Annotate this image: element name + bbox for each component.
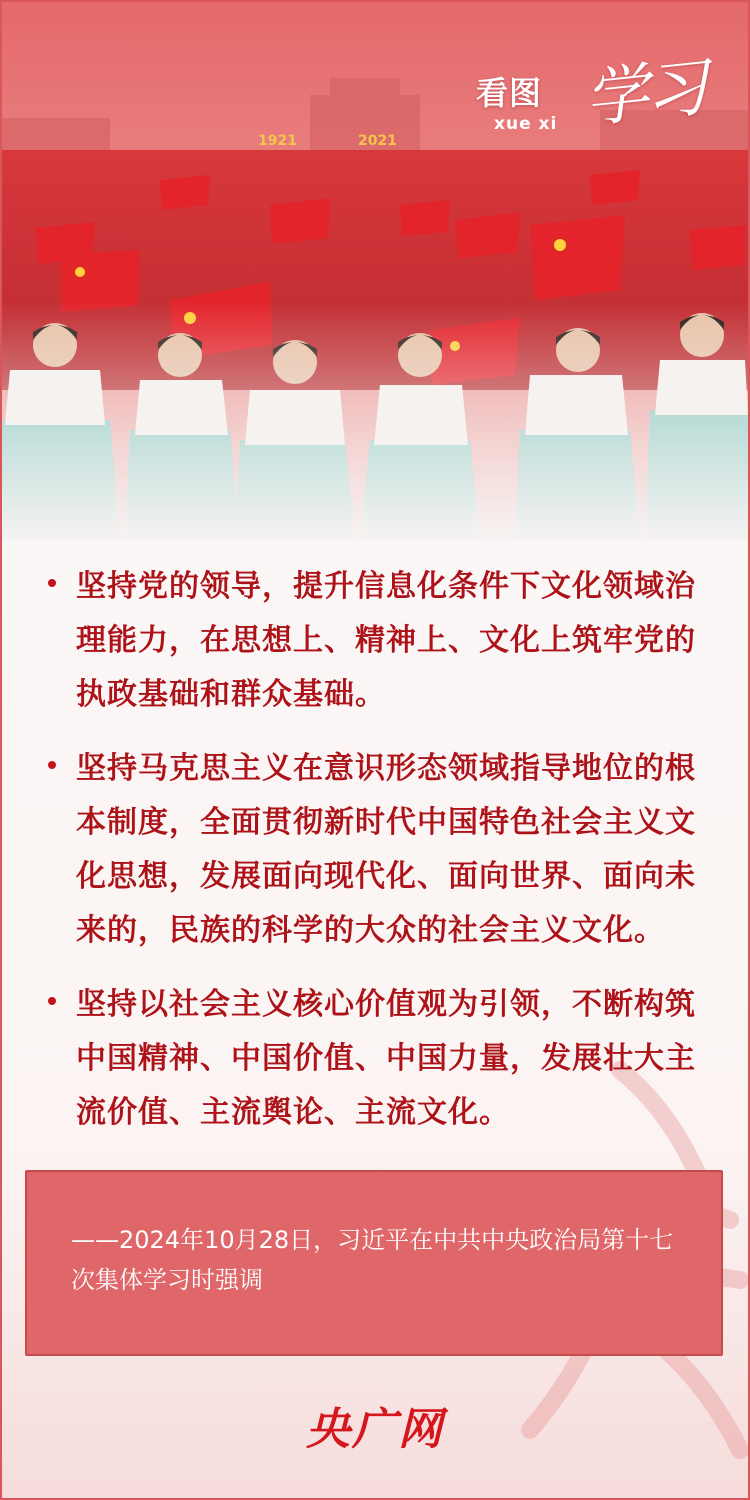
point-text: 坚持以社会主义核心价值观为引领，不断构筑中国精神、中国价值、中国力量，发展壮大主流价值、主流舆论、主流文化。 xyxy=(76,987,696,1130)
cnr-logo: 央广网 xyxy=(306,1404,444,1455)
quote-box xyxy=(25,1170,723,1356)
brand-mark xyxy=(476,50,716,148)
brand-title: 看图 xyxy=(476,74,543,112)
list-item xyxy=(48,978,698,1140)
point-text: 坚持马克思主义在意识形态领域指导地位的根本制度，全面贯彻新时代中国特色社会主义文化思想，发展面向现代化、面向世界、面向未来的，民族的科学的大众的社会主义文化。 xyxy=(76,751,696,948)
bullet-dot-icon xyxy=(48,579,56,587)
key-points-list xyxy=(48,560,698,1140)
brand-calligraphy: 学习 xyxy=(581,50,709,138)
quote-attribution: ——2024年10月28日，习近平在中共中央政治局第十七次集体学习时强调 xyxy=(71,1226,674,1294)
list-item xyxy=(48,742,698,958)
point-text: 坚持党的领导，提升信息化条件下文化领域治理能力，在思想上、精神上、文化上筑牢党的执政基础和群众基础。 xyxy=(76,569,696,712)
bullet-dot-icon xyxy=(48,997,56,1005)
brand-pinyin: xue xi xyxy=(494,114,558,134)
bullet-dot-icon xyxy=(48,761,56,769)
banner-year-2021: 2021 xyxy=(358,133,397,149)
list-item xyxy=(48,560,698,722)
banner-year-1921: 1921 xyxy=(258,133,297,149)
